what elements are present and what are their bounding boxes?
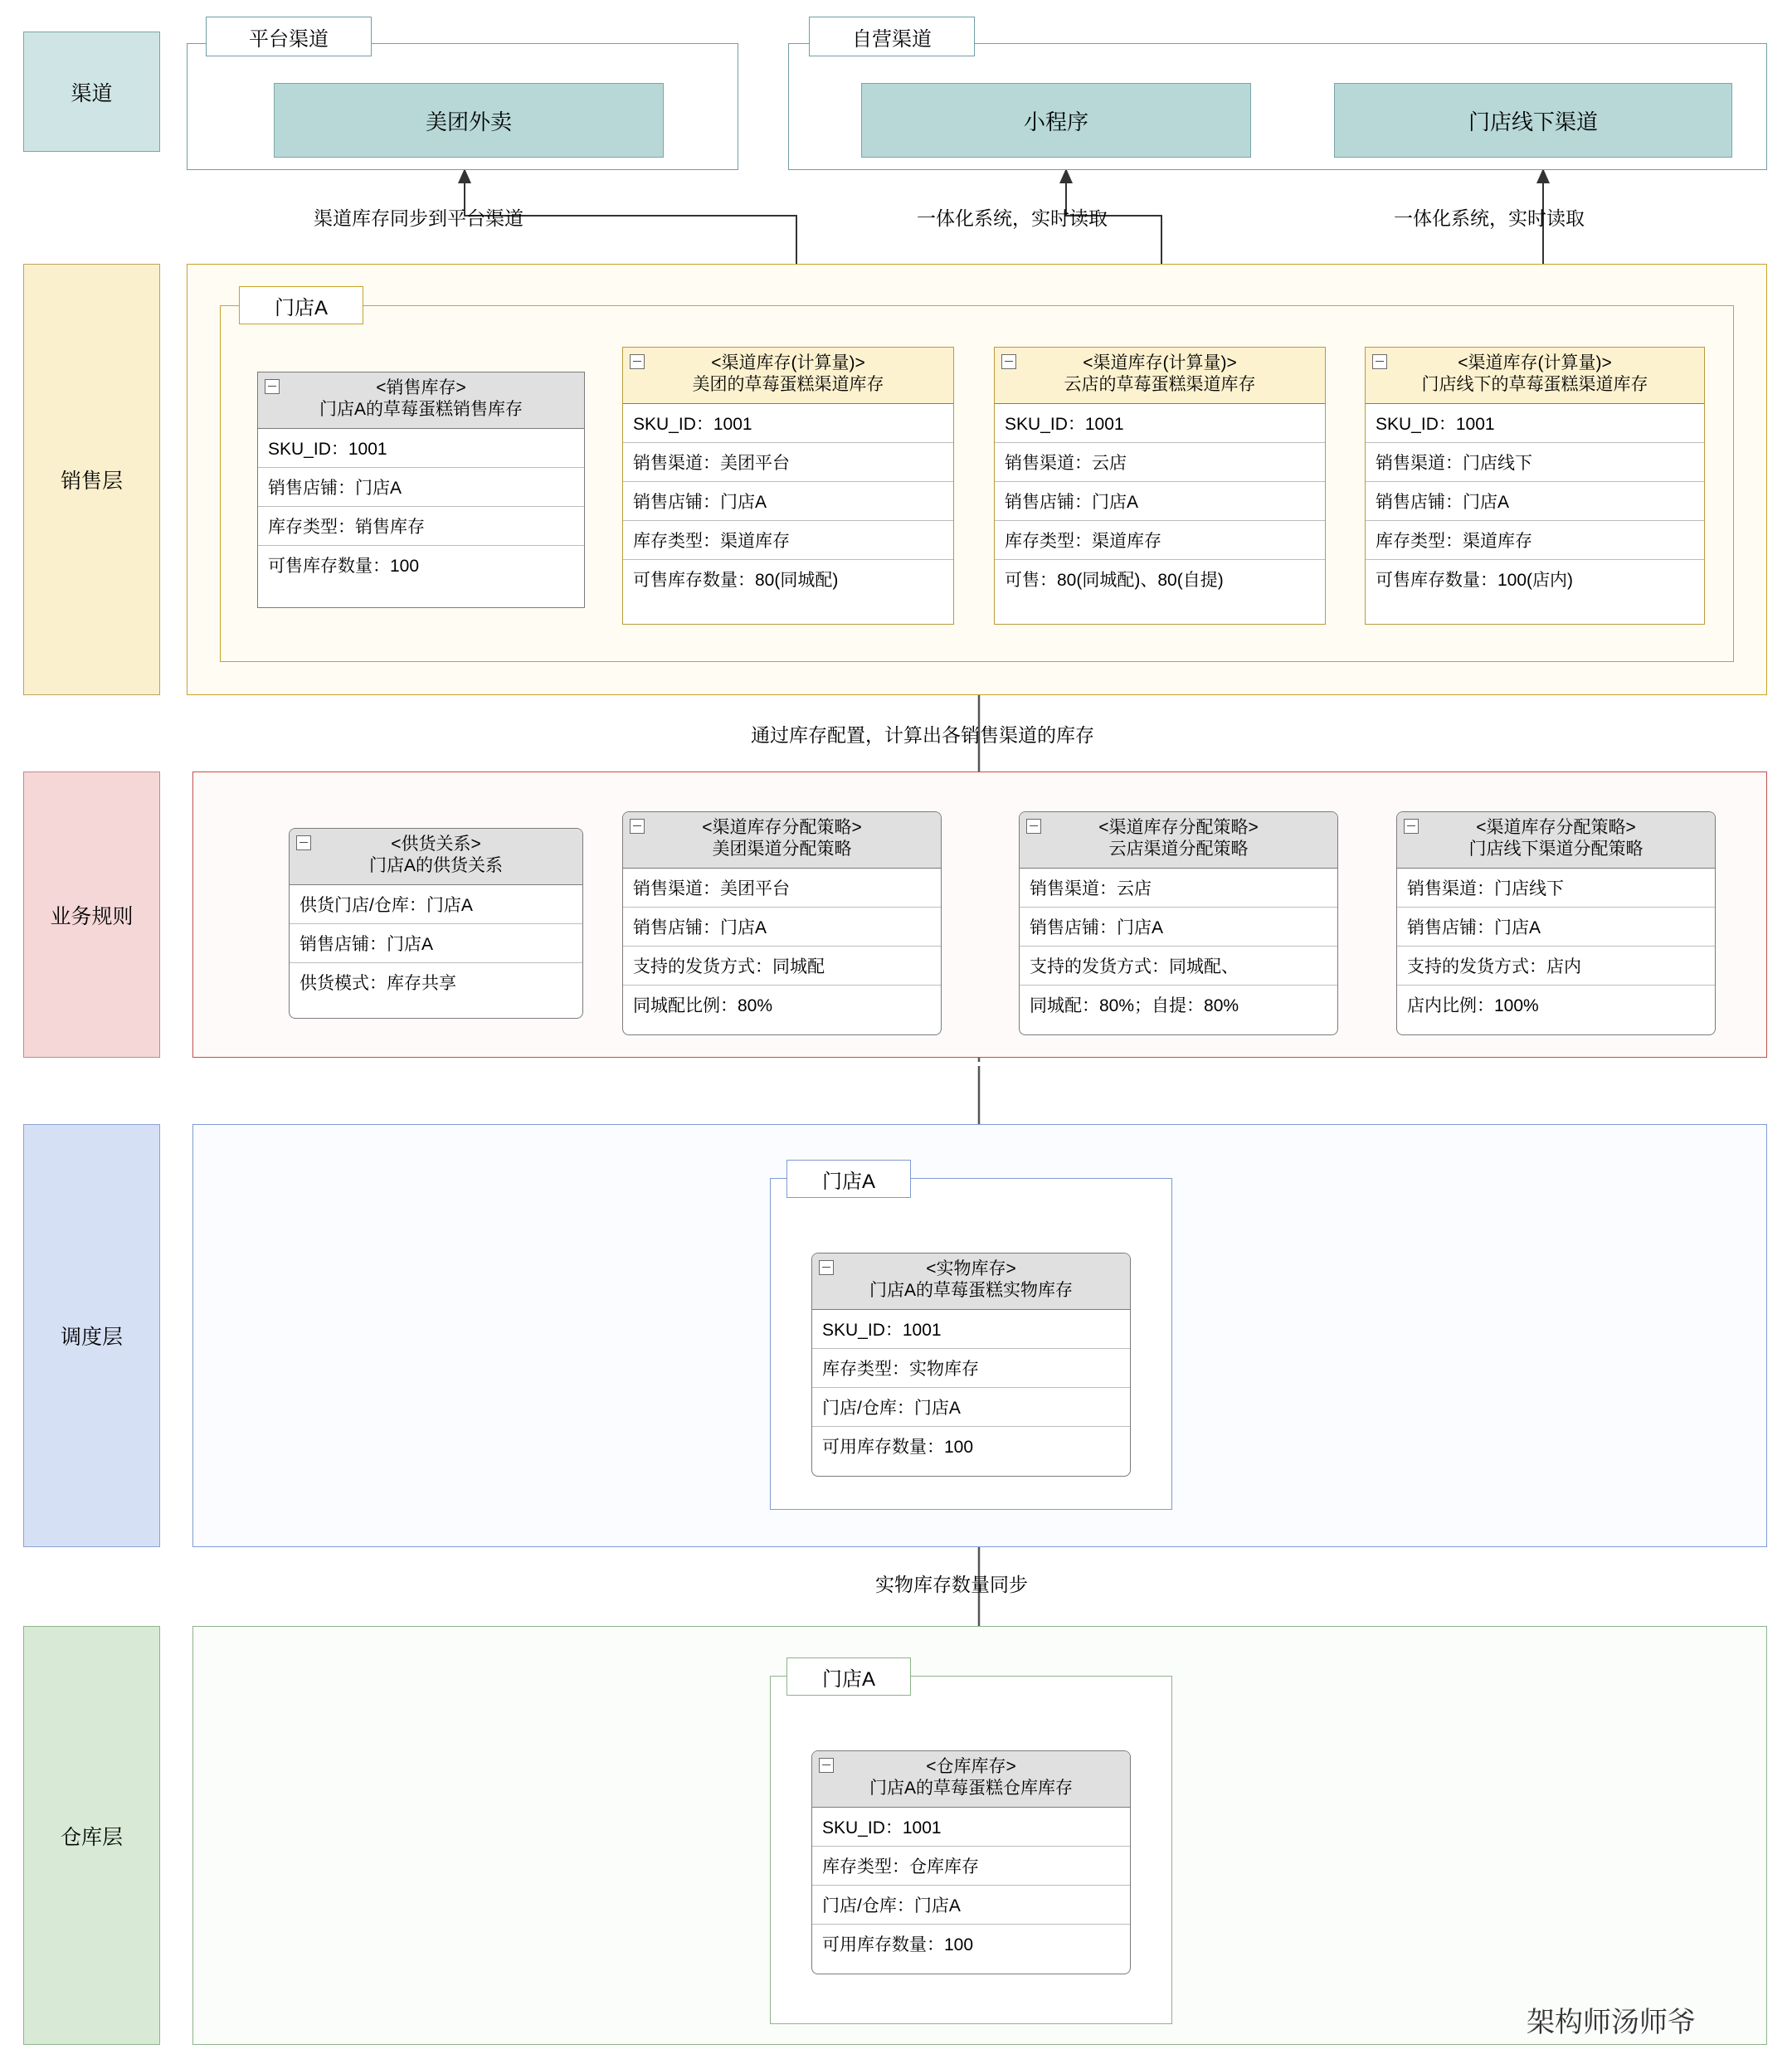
card-row: 供货模式：库存共享 xyxy=(299,973,456,993)
card-rows xyxy=(258,429,584,584)
card-row: 供货门店/仓库：门店A xyxy=(290,885,582,924)
channel-box-offline[interactable]: 门店线下渠道 xyxy=(1334,83,1732,158)
card-rows xyxy=(623,869,941,1024)
card-header xyxy=(995,348,1325,404)
card-stereotype: <销售库存> xyxy=(376,378,466,397)
sales-store-tab: 门店A xyxy=(239,286,363,324)
card-row: 可售库存数量：80(同城配) xyxy=(633,570,839,590)
card-row: 销售渠道：云店 xyxy=(995,443,1325,482)
card-rows xyxy=(995,404,1325,598)
card-alloc-policy-meituan xyxy=(622,811,942,1035)
card-name: 门店A的草莓蛋糕销售库存 xyxy=(319,400,523,420)
card-name: 门店线下渠道分配策略 xyxy=(1468,840,1643,859)
card-warehouse-inventory xyxy=(811,1750,1131,1974)
card-row: 门店/仓库：门店A xyxy=(812,1388,1130,1427)
layer-label-warehouse: 仓库层 xyxy=(23,1626,160,2045)
card-row: 可售：80(同城配)、80(自提) xyxy=(1005,570,1224,590)
collapse-icon[interactable] xyxy=(630,819,645,834)
card-row: 库存类型：销售库存 xyxy=(258,507,584,546)
card-name: 门店A的供货关系 xyxy=(368,856,503,876)
card-stereotype: <渠道库存分配策略> xyxy=(1476,818,1636,837)
card-row: 支持的发货方式：同城配 xyxy=(623,947,941,986)
card-stereotype: <渠道库存(计算量)> xyxy=(1458,353,1612,372)
card-rows xyxy=(623,404,953,598)
card-header xyxy=(812,1751,1130,1808)
collapse-icon[interactable] xyxy=(630,354,645,369)
card-row: 同城配比例：80% xyxy=(633,995,773,1015)
card-name: 门店线下的草莓蛋糕渠道库存 xyxy=(1421,375,1648,395)
card-rows xyxy=(1366,404,1704,598)
card-name: 云店渠道分配策略 xyxy=(1108,840,1249,859)
collapse-icon[interactable] xyxy=(296,835,311,850)
edge-label-sync-platform: 渠道库存同步到平台渠道 xyxy=(314,207,523,229)
card-row: 库存类型：实物库存 xyxy=(812,1349,1130,1388)
card-rows xyxy=(1020,869,1337,1024)
collapse-icon[interactable] xyxy=(1372,354,1387,369)
card-header xyxy=(1397,812,1715,869)
card-header xyxy=(812,1253,1130,1310)
edge-label-physical-sync: 实物库存数量同步 xyxy=(875,1574,1028,1595)
card-row: 销售渠道：门店线下 xyxy=(1397,869,1715,908)
collapse-icon[interactable] xyxy=(819,1758,834,1773)
card-header xyxy=(623,812,941,869)
watermark: 架构师汤师爷 xyxy=(1527,2006,1696,2039)
card-row: 可用库存数量：100 xyxy=(822,1437,974,1457)
edge-label-realtime-1: 一体化系统，实时读取 xyxy=(917,207,1108,229)
card-row: 销售渠道：美团平台 xyxy=(623,869,941,908)
edge-label-compute-channel-stock: 通过库存配置，计算出各销售渠道的库存 xyxy=(751,724,1094,746)
card-row: 销售店铺：门店A xyxy=(623,482,953,521)
card-row: 销售店铺：门店A xyxy=(1397,908,1715,947)
collapse-icon[interactable] xyxy=(819,1260,834,1275)
card-row: 支持的发货方式：同城配、 xyxy=(1020,947,1337,986)
card-row: SKU_ID：1001 xyxy=(1366,404,1704,443)
collapse-icon[interactable] xyxy=(1404,819,1419,834)
card-header xyxy=(1020,812,1337,869)
card-row: 库存类型：渠道库存 xyxy=(1366,521,1704,560)
card-sales-inventory xyxy=(257,372,585,608)
card-row: 销售店铺：门店A xyxy=(258,468,584,507)
card-row: 可售库存数量：100(店内) xyxy=(1376,570,1574,590)
card-row: 店内比例：100% xyxy=(1407,995,1539,1015)
card-row: 销售店铺：门店A xyxy=(290,924,582,963)
card-row: 销售渠道：门店线下 xyxy=(1366,443,1704,482)
collapse-icon[interactable] xyxy=(1001,354,1016,369)
card-stereotype: <渠道库存(计算量)> xyxy=(711,353,865,372)
card-name: 美团的草莓蛋糕渠道库存 xyxy=(692,375,884,395)
card-row: 库存类型：仓库库存 xyxy=(812,1847,1130,1886)
card-row: 门店/仓库：门店A xyxy=(812,1886,1130,1925)
card-stereotype: <渠道库存(计算量)> xyxy=(1083,353,1237,372)
channel-box-miniapp[interactable]: 小程序 xyxy=(861,83,1251,158)
collapse-icon[interactable] xyxy=(265,379,280,394)
card-header xyxy=(258,372,584,429)
card-channel-inventory-offline xyxy=(1365,347,1705,625)
card-stereotype: <实物库存> xyxy=(926,1259,1016,1278)
card-row: 库存类型：渠道库存 xyxy=(623,521,953,560)
channel-box-meituan[interactable]: 美团外卖 xyxy=(274,83,664,158)
card-header xyxy=(1366,348,1704,404)
card-row: 销售店铺：门店A xyxy=(1020,908,1337,947)
collapse-icon[interactable] xyxy=(1026,819,1041,834)
card-rows xyxy=(1397,869,1715,1024)
card-row: SKU_ID：1001 xyxy=(623,404,953,443)
card-name: 门店A的草莓蛋糕仓库库存 xyxy=(869,1779,1073,1799)
card-channel-inventory-yundian xyxy=(994,347,1326,625)
layer-label-dispatch: 调度层 xyxy=(23,1124,160,1547)
card-stereotype: <渠道库存分配策略> xyxy=(702,818,862,837)
card-row: 同城配：80%；自提：80% xyxy=(1030,995,1239,1015)
card-row: 销售店铺：门店A xyxy=(623,908,941,947)
card-name: 云店的草莓蛋糕渠道库存 xyxy=(1064,375,1256,395)
layer-label-channel: 渠道 xyxy=(23,32,160,152)
card-row: 销售店铺：门店A xyxy=(1366,482,1704,521)
card-stereotype: <渠道库存分配策略> xyxy=(1098,818,1259,837)
card-header xyxy=(290,829,582,885)
platform-channel-title: 平台渠道 xyxy=(206,17,372,56)
card-row: 支持的发货方式：店内 xyxy=(1397,947,1715,986)
card-supply-relation xyxy=(289,828,583,1019)
edge-label-realtime-2: 一体化系统，实时读取 xyxy=(1394,207,1585,229)
card-rows xyxy=(812,1808,1130,1963)
card-name: 美团渠道分配策略 xyxy=(712,840,852,859)
card-row: 销售渠道：美团平台 xyxy=(623,443,953,482)
card-rows xyxy=(290,885,582,1001)
card-physical-inventory xyxy=(811,1253,1131,1477)
card-alloc-policy-offline xyxy=(1396,811,1716,1035)
card-row: SKU_ID：1001 xyxy=(812,1808,1130,1847)
card-stereotype: <仓库库存> xyxy=(926,1757,1016,1776)
layer-label-sales: 销售层 xyxy=(23,264,160,695)
layer-label-rule: 业务规则 xyxy=(23,772,160,1058)
card-header xyxy=(623,348,953,404)
card-channel-inventory-meituan xyxy=(622,347,954,625)
card-alloc-policy-yundian xyxy=(1019,811,1338,1035)
warehouse-store-tab: 门店A xyxy=(786,1657,911,1696)
card-row: 销售店铺：门店A xyxy=(995,482,1325,521)
card-row: SKU_ID：1001 xyxy=(812,1310,1130,1349)
self-channel-title: 自营渠道 xyxy=(809,17,975,56)
card-row: 可售库存数量：100 xyxy=(268,556,420,576)
card-rows xyxy=(812,1310,1130,1465)
card-row: 可用库存数量：100 xyxy=(822,1935,974,1954)
dispatch-store-tab: 门店A xyxy=(786,1160,911,1198)
card-row: SKU_ID：1001 xyxy=(258,429,584,468)
card-row: SKU_ID：1001 xyxy=(995,404,1325,443)
card-stereotype: <供货关系> xyxy=(391,835,481,854)
card-row: 库存类型：渠道库存 xyxy=(995,521,1325,560)
card-name: 门店A的草莓蛋糕实物库存 xyxy=(869,1281,1073,1301)
card-row: 销售渠道：云店 xyxy=(1020,869,1337,908)
